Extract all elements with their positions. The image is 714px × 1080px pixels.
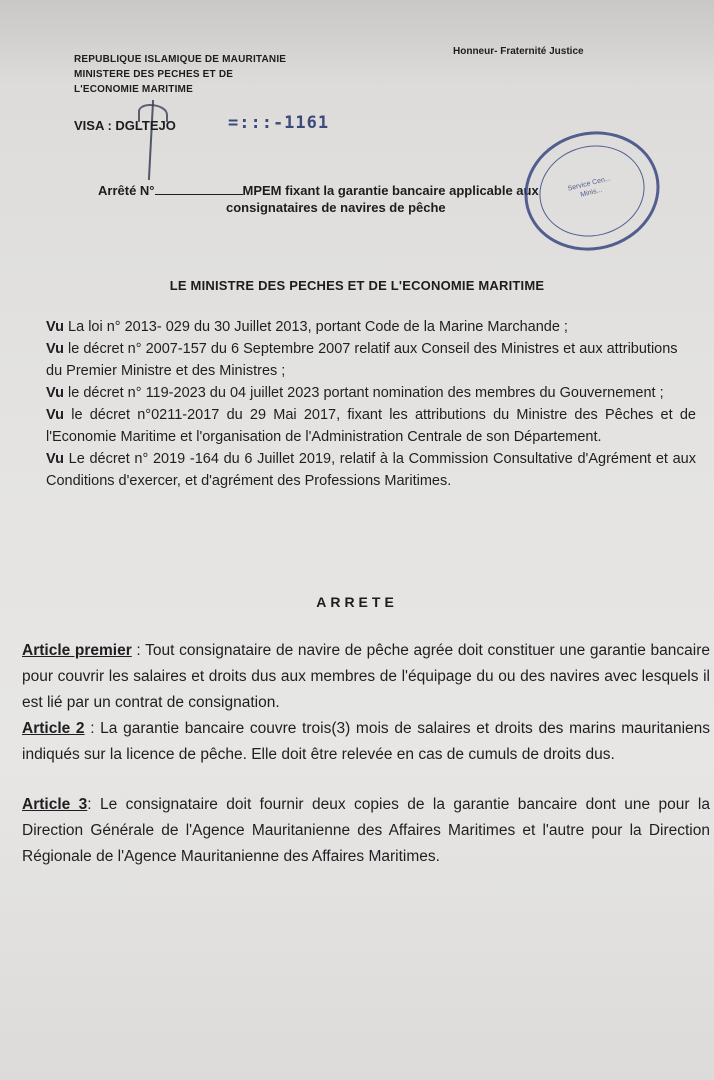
arrete-title: ARRETE	[316, 594, 398, 610]
registration-number: =:::-1161	[228, 113, 330, 133]
article	[22, 638, 710, 716]
vu-section	[46, 316, 696, 492]
article-spacer	[22, 768, 710, 792]
article-text: Le consignataire doit fournir deux copies de la garantie bancaire dont une pour la Direction Générale de l'Agence Mauritanienne des Affaires Maritimes et l'autre pour la Direction Régionale de l'Agence Mauritanienne des Affaires Maritimes.	[22, 796, 710, 865]
official-stamp	[512, 117, 673, 264]
vu-item	[46, 382, 696, 404]
authority-line: REPUBLIQUE ISLAMIQUE DE MAURITANIE	[74, 54, 287, 65]
authority-line: MINISTERE DES PECHES ET DE	[74, 69, 234, 80]
article-text: Tout consignataire de navire de pêche agrée doit constituer une garantie bancaire pour couvrir les salaires et droits dus aux membres de l'équipage du ou des navires avec lesquels il est lié par un contrat de consignation.	[22, 642, 710, 711]
arrete-subject-line2: consignataires de navires de pêche	[226, 200, 446, 215]
vu-text: le décret n° 2007-157 du 6 Septembre 2007 relatif aux Conseil des Ministres et aux attributions du Premier Ministre et des Ministres ;	[46, 341, 678, 379]
vu-lead: Vu	[46, 341, 64, 357]
arrete-subject-line1: MPEM fixant la garantie bancaire applicable aux	[242, 183, 539, 198]
vu-lead: Vu	[46, 385, 64, 401]
issuing-authority	[74, 52, 286, 97]
article-label: Article premier	[22, 642, 132, 659]
article	[22, 716, 710, 768]
vu-text: le décret n°0211-2017 du 29 Mai 2017, fixant les attributions du Ministre des Pêches et de l'Economie Maritime et l'organisation de l'Administration Centrale de son Département.	[46, 407, 696, 445]
vu-lead: Vu	[46, 407, 64, 423]
vu-text: Le décret n° 2019 -164 du 6 Juillet 2019, relatif à la Commission Consultative d'Agrément et aux Conditions d'exercer, et d'agrément des Professions Maritimes.	[46, 451, 696, 489]
arrete-prefix: Arrêté N°	[98, 183, 155, 198]
stamp-text: Service Cen... Minis...	[567, 175, 612, 199]
vu-item	[46, 338, 696, 382]
vu-text: La loi n° 2013- 029 du 30 Juillet 2013, portant Code de la Marine Marchande ;	[68, 319, 568, 335]
article-separator: :	[131, 642, 146, 659]
visa-label: VISA : DGLTEJO	[74, 118, 176, 133]
article-text: La garantie bancaire couvre trois(3) mois de salaires et droits des marins mauritaniens indiqués sur la licence de pêche. Elle doit être relevée en cas de cumuls de droits dus.	[22, 720, 711, 763]
article-separator: :	[87, 796, 100, 813]
arrete-number-blank	[155, 182, 243, 195]
articles-section	[22, 638, 710, 870]
authority-line: L'ECONOMIE MARITIME	[74, 84, 193, 95]
article-label: Article 2	[22, 720, 85, 737]
vu-lead: Vu	[46, 319, 64, 335]
vu-item	[46, 316, 696, 338]
vu-item	[46, 448, 696, 492]
vu-lead: Vu	[46, 451, 64, 467]
article	[22, 792, 710, 870]
minister-title: LE MINISTRE DES PECHES ET DE L'ECONOMIE MARITIME	[169, 278, 545, 293]
vu-item	[46, 404, 696, 448]
national-motto: Honneur- Fraternité Justice	[453, 46, 584, 57]
article-separator: :	[84, 720, 101, 737]
article-label: Article 3	[22, 796, 88, 813]
vu-text: le décret n° 119-2023 du 04 juillet 2023 portant nomination des membres du Gouvernement ;	[68, 385, 664, 401]
